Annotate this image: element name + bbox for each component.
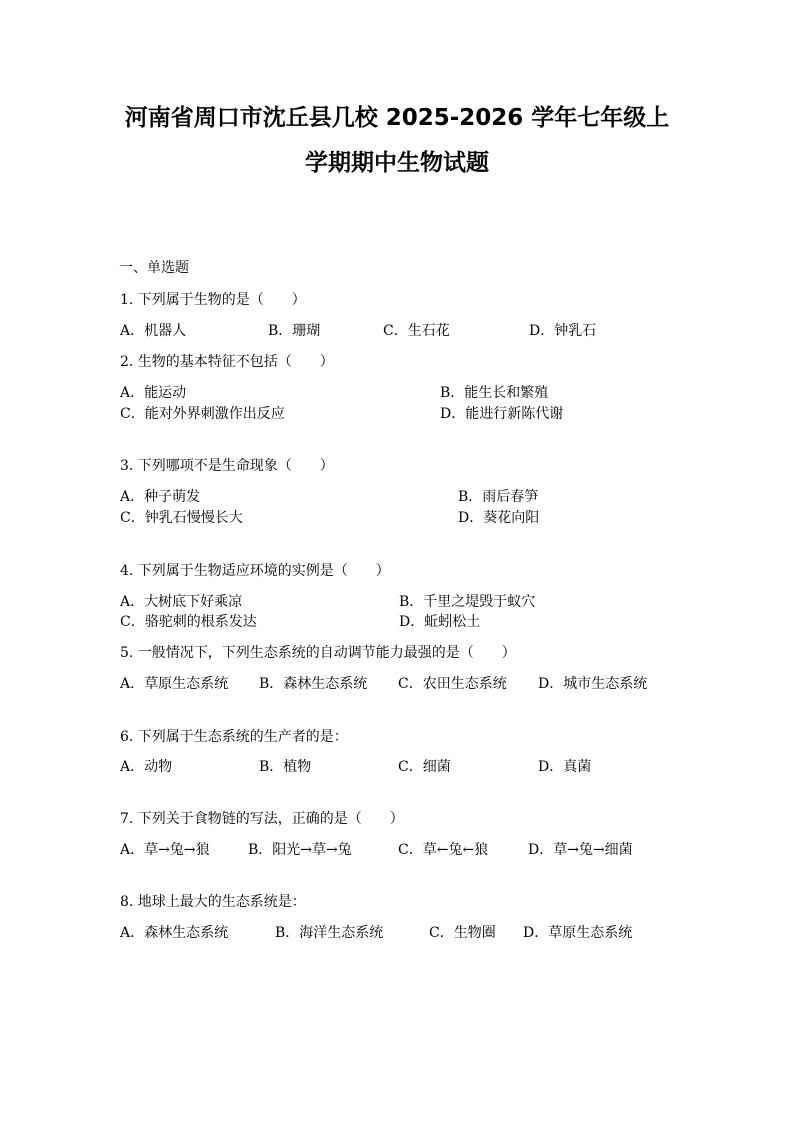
question-5-option-c: C．农田生态系统 xyxy=(398,676,507,692)
question-7-option-c: C．草←兔←狼 xyxy=(398,842,489,858)
question-7-option-b: B．阳光→草→兔 xyxy=(248,842,352,858)
question-2-option-d: D．能进行新陈代谢 xyxy=(440,406,564,422)
question-2-option-b: B．能生长和繁殖 xyxy=(440,385,549,401)
question-2-option-a: A．能运动 xyxy=(120,385,187,401)
question-4-stem: 4. 下列属于生物适应环境的实例是（ ） xyxy=(120,563,390,579)
question-6-option-a: A．动物 xyxy=(120,759,173,775)
question-1-option-d: D．钟乳石 xyxy=(529,323,597,339)
question-6-option-b: B．植物 xyxy=(259,759,312,775)
question-1-option-c: C．生石花 xyxy=(383,323,450,339)
question-6-option-c: C．细菌 xyxy=(398,759,451,775)
question-8-option-d: D．草原生态系统 xyxy=(523,925,633,941)
question-8-option-a: A．森林生态系统 xyxy=(120,925,229,941)
question-8-option-c: C．生物圈 xyxy=(429,925,496,941)
question-7-option-d: D．草→兔→细菌 xyxy=(528,842,633,858)
section-heading: 一、单选题 xyxy=(119,260,189,276)
question-5-stem: 5. 一般情况下，下列生态系统的自动调节能力最强的是（ ） xyxy=(120,645,516,661)
question-1-option-b: B．珊瑚 xyxy=(268,323,321,339)
question-5-option-a: A．草原生态系统 xyxy=(120,676,229,692)
question-3-option-b: B．雨后春笋 xyxy=(458,489,539,505)
question-6-stem: 6. 下列属于生态系统的生产者的是： xyxy=(120,729,348,745)
question-5-option-d: D．城市生态系统 xyxy=(538,676,648,692)
question-6-option-d: D．真菌 xyxy=(538,759,592,775)
question-4-option-c: C．骆驼刺的根系发达 xyxy=(120,614,257,630)
question-3-option-a: A．种子萌发 xyxy=(120,489,201,505)
question-2-stem: 2. 生物的基本特征不包括（ ） xyxy=(120,354,334,370)
question-1-option-a: A．机器人 xyxy=(120,323,187,339)
question-4-option-b: B．千里之堤毁于蚁穴 xyxy=(399,594,536,610)
question-7-stem: 7. 下列关于食物链的写法，正确的是（ ） xyxy=(120,811,404,827)
question-3-option-c: C．钟乳石慢慢长大 xyxy=(120,510,243,526)
document-title-line-1: 河南省周口市沈丘县几校 2025-2026 学年七年级上 xyxy=(124,105,670,131)
question-3-option-d: D．葵花向阳 xyxy=(458,510,540,526)
question-8-stem: 8. 地球上最大的生态系统是： xyxy=(120,894,306,910)
document-title-line-2: 学期期中生物试题 xyxy=(305,150,489,176)
question-2-option-c: C．能对外界刺激作出反应 xyxy=(120,406,285,422)
question-1-stem: 1. 下列属于生物的是（ ） xyxy=(120,292,306,308)
question-3-stem: 3. 下列哪项不是生命现象（ ） xyxy=(120,458,334,474)
question-4-option-d: D．蚯蚓松土 xyxy=(399,614,481,630)
question-7-option-a: A．草→兔→狼 xyxy=(120,842,210,858)
question-4-option-a: A．大树底下好乘凉 xyxy=(120,594,243,610)
question-8-option-b: B．海洋生态系统 xyxy=(275,925,384,941)
question-5-option-b: B．森林生态系统 xyxy=(259,676,368,692)
